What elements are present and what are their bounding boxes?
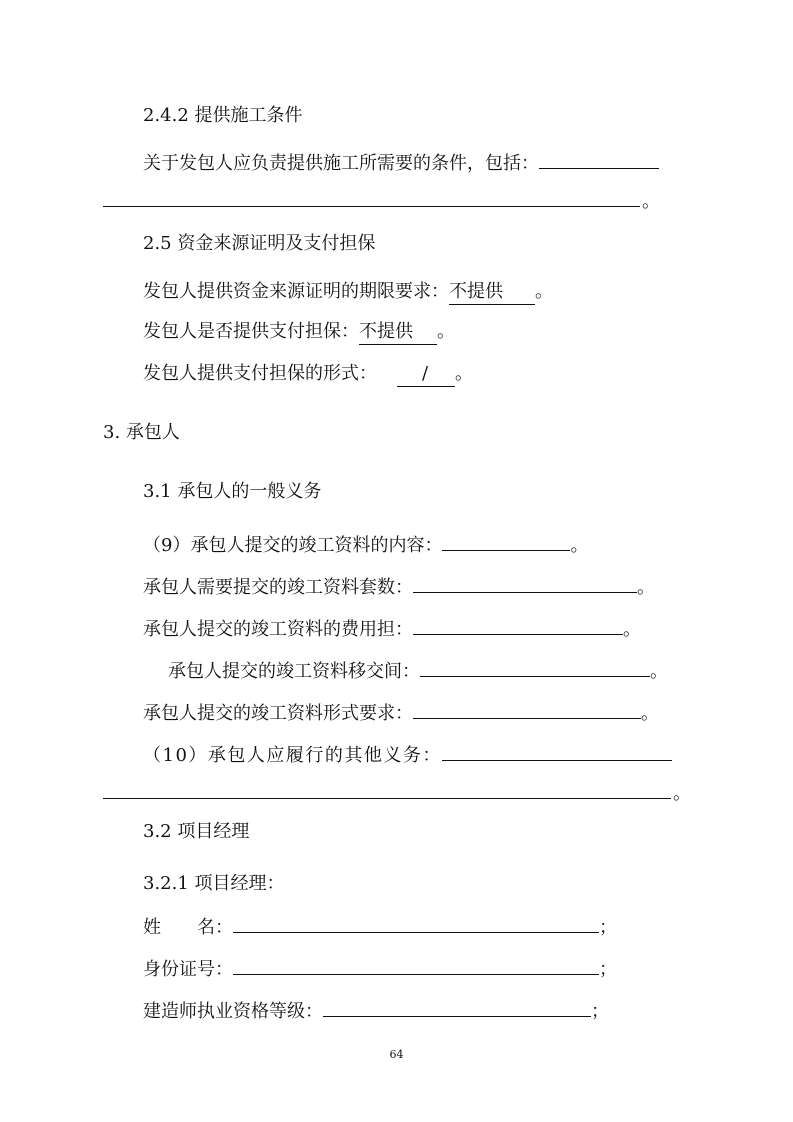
fund-proof-row <box>143 280 553 305</box>
docs-copies-end: 。 <box>637 577 655 598</box>
section-3-1-title: 3.1 承包人的一般义务 <box>143 481 322 502</box>
fund-proof-value[interactable]: 不提供 <box>449 280 535 305</box>
section-2-5-title: 2.5 资金来源证明及支付担保 <box>143 233 376 254</box>
guarantee-form-row <box>143 362 473 387</box>
payment-guarantee-row <box>143 320 455 345</box>
conditions-label: 关于发包人应负责提供施工所需要的条件，包括： <box>143 153 539 174</box>
item-10-continuation-line[interactable] <box>103 798 671 799</box>
section-2-4-2-title: 2.4.2 提供施工条件 <box>143 105 303 126</box>
docs-cost-end: 。 <box>623 619 641 640</box>
item-10-label: （10）承包人应履行的其他义务： <box>143 745 442 766</box>
item-9-label: （9）承包人提交的竣工资料的内容： <box>143 535 443 556</box>
docs-handover-blank[interactable] <box>420 656 650 677</box>
pm-id-end: ； <box>599 959 617 980</box>
fund-proof-end: 。 <box>535 281 553 302</box>
pm-qualification-row <box>143 996 609 1024</box>
docs-handover-row <box>168 656 668 684</box>
section-3-2-1-title: 3.2.1 项目经理： <box>143 873 285 894</box>
pm-qualification-end: ； <box>591 1001 609 1022</box>
guarantee-form-end: 。 <box>455 363 473 384</box>
pm-name-end: ； <box>599 917 617 938</box>
page-number: 64 <box>389 1048 404 1061</box>
docs-format-blank[interactable] <box>413 698 641 719</box>
docs-copies-blank[interactable] <box>413 572 637 593</box>
docs-handover-end: 。 <box>650 661 668 682</box>
docs-copies-label: 承包人需要提交的竣工资料套数： <box>143 577 413 598</box>
item-10-blank[interactable] <box>442 740 672 761</box>
pm-id-row <box>143 954 617 982</box>
docs-handover-label: 承包人提交的竣工资料移交间： <box>168 661 420 682</box>
docs-cost-blank[interactable] <box>413 614 623 635</box>
section-3-title: 3. 承包人 <box>103 422 180 443</box>
item-10-row <box>143 740 672 768</box>
docs-format-label: 承包人提交的竣工资料形式要求： <box>143 703 413 724</box>
item-9-end: 。 <box>570 535 589 556</box>
docs-cost-label: 承包人提交的竣工资料的费用担： <box>143 619 413 640</box>
pm-name-row <box>143 912 617 940</box>
conditions-blank[interactable] <box>539 148 659 169</box>
item-9-row <box>143 530 588 558</box>
pm-name-label: 姓 名： <box>143 917 233 938</box>
conditions-continuation-line[interactable] <box>103 206 640 207</box>
pm-name-blank[interactable] <box>233 912 599 933</box>
pm-id-label: 身份证号： <box>143 959 233 980</box>
pm-qualification-label: 建造师执业资格等级： <box>143 1001 323 1022</box>
docs-format-end: 。 <box>641 703 659 724</box>
payment-guarantee-value[interactable]: 不提供 <box>359 320 437 345</box>
conditions-end: 。 <box>642 191 660 212</box>
fund-proof-label: 发包人提供资金来源证明的期限要求： <box>143 281 449 302</box>
guarantee-form-label: 发包人提供支付担保的形式： <box>143 363 377 384</box>
payment-guarantee-end: 。 <box>437 321 455 342</box>
pm-id-blank[interactable] <box>233 954 599 975</box>
item-9-blank[interactable] <box>442 530 570 551</box>
docs-format-row <box>143 698 659 726</box>
pm-qualification-blank[interactable] <box>323 996 591 1017</box>
section-3-2-title: 3.2 项目经理 <box>143 821 250 842</box>
item-10-end: 。 <box>673 783 691 804</box>
payment-guarantee-label: 发包人是否提供支付担保： <box>143 321 359 342</box>
section-2-4-2-text <box>143 148 659 176</box>
docs-cost-row <box>143 614 641 642</box>
guarantee-form-value[interactable]: / <box>397 362 455 387</box>
docs-copies-row <box>143 572 655 600</box>
